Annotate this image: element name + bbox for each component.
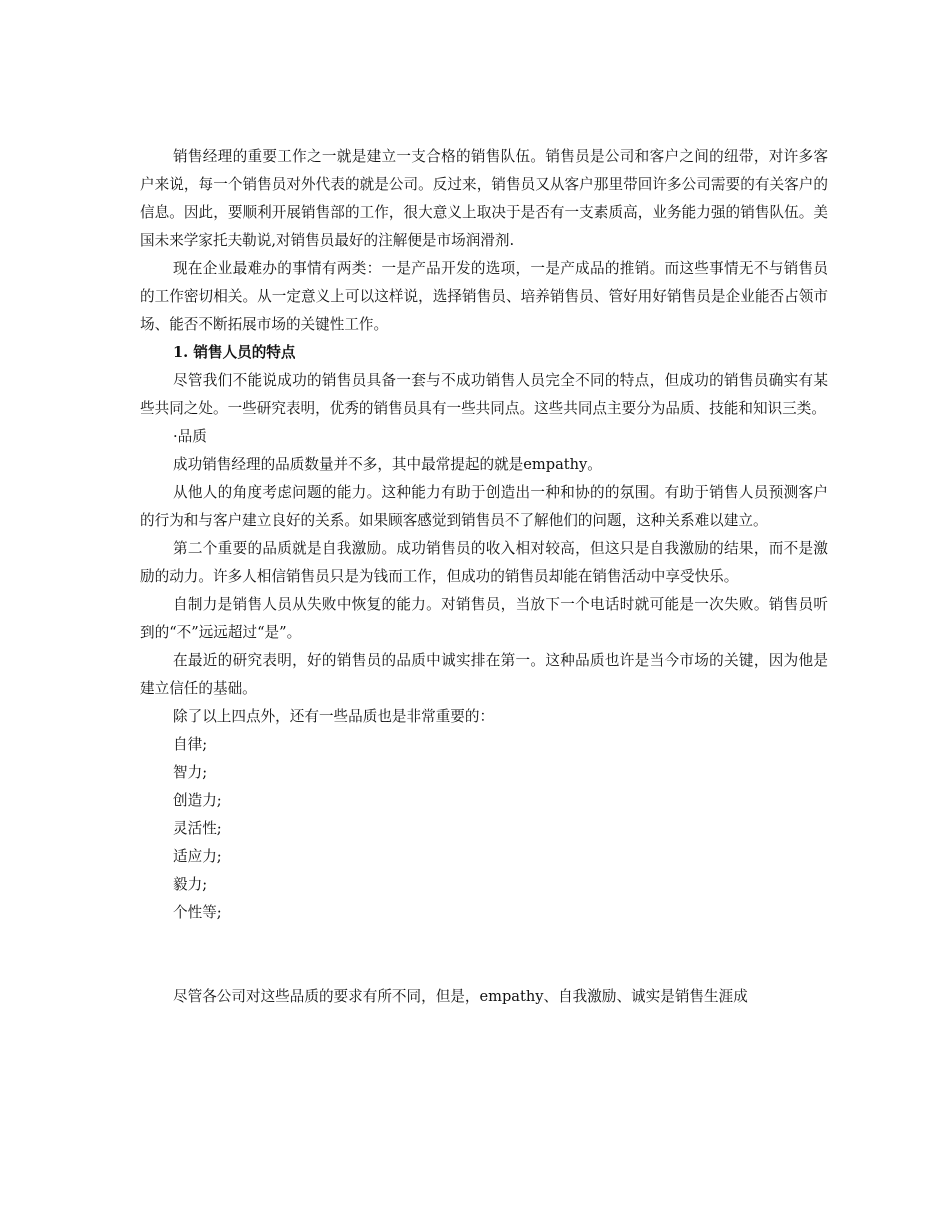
quality-paragraph-4: 自制力是销售人员从失败中恢复的能力。对销售员，当放下一个电话时就可能是一次失败。销售员听到的“不”远远超过“是”。 xyxy=(140,596,828,641)
section-heading: 1. 销售人员的特点 xyxy=(173,344,296,361)
quality-paragraph-3: 第二个重要的品质就是自我激励。成功销售员的收入相对较高，但这只是自我激励的结果，而不是激励的动力。许多人相信销售员只是为钱而工作，但成功的销售员却能在销售活动中享受快乐。 xyxy=(140,540,828,585)
quality-paragraph-2: 从他人的角度考虑问题的能力。这种能力有助于创造出一种和协的的氛围。有助于销售人员预测客户的行为和与客户建立良好的关系。如果顾客感觉到销售员不了解他们的问题，这种关系难以建立。 xyxy=(140,484,828,529)
list-item: 创造力; xyxy=(173,792,222,809)
list-item: 自律; xyxy=(173,736,208,753)
quality-bullet: ·品质 xyxy=(173,428,207,445)
list-item: 智力; xyxy=(173,764,208,781)
document-page xyxy=(140,143,828,1011)
closing-paragraph: 尽管各公司对这些品质的要求有所不同，但是，empathy、自我激励、诚实是销售生涯成 xyxy=(173,988,748,1005)
blank-gap xyxy=(140,927,828,983)
quality-paragraph-6: 除了以上四点外，还有一些品质也是非常重要的： xyxy=(173,708,495,725)
intro-paragraph-2: 现在企业最难办的事情有两类：一是产品开发的选项，一是产成品的推销。而这些事情无不与销售员的工作密切相关。从一定意义上可以这样说，选择销售员、培养销售员、管好用好销售员是企业能否占领市场、能否不断拓展市场的关键性工作。 xyxy=(140,260,828,333)
list-item: 个性等; xyxy=(173,904,222,921)
list-item: 毅力; xyxy=(173,876,208,893)
list-item: 适应力; xyxy=(173,848,222,865)
list-item: 灵活性; xyxy=(173,820,222,837)
intro-paragraph-1: 销售经理的重要工作之一就是建立一支合格的销售队伍。销售员是公司和客户之间的纽带，对许多客户来说，每一个销售员对外代表的就是公司。反过来，销售员又从客户那里带回许多公司需要的有关客户的信息。因此，要顺利开展销售部的工作，很大意义上取决于是否有一支素质高，业务能力强的销售队伍。美国未来学家托夫勒说,对销售员最好的注解便是市场润滑剂. xyxy=(140,148,828,249)
quality-paragraph-5: 在最近的研究表明，好的销售员的品质中诚实排在第一。这种品质也许是当今市场的关键，因为他是建立信任的基础。 xyxy=(140,652,828,697)
quality-paragraph-1: 成功销售经理的品质数量并不多，其中最常提起的就是empathy。 xyxy=(173,456,602,473)
section-paragraph: 尽管我们不能说成功的销售员具备一套与不成功销售人员完全不同的特点，但成功的销售员确实有某些共同之处。一些研究表明，优秀的销售员具有一些共同点。这些共同点主要分为品质、技能和知识三类。 xyxy=(140,372,828,417)
qualities-list xyxy=(140,731,828,927)
